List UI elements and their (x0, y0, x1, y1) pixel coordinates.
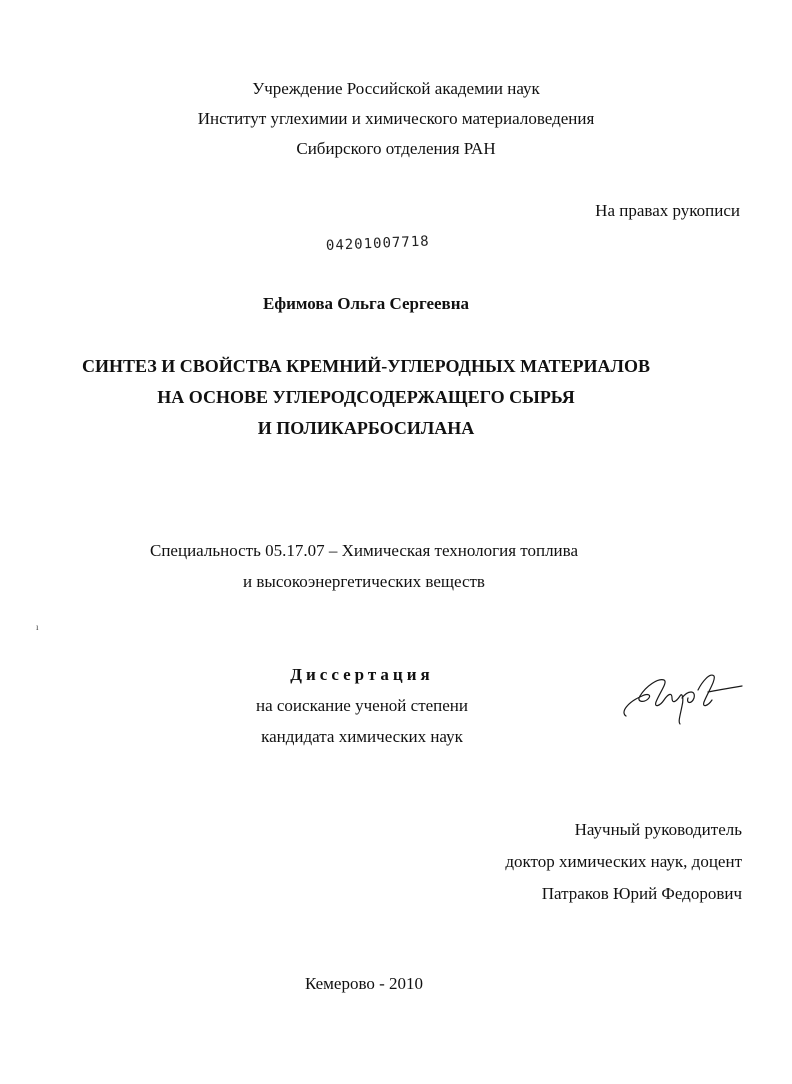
dissertation-line-1: на соискание ученой степени (255, 696, 469, 715)
stray-mark: ı (36, 622, 39, 632)
author-name: Ефимова Ольга Сергеевна (262, 294, 470, 313)
supervisor-name: Патраков Юрий Федорович (541, 884, 742, 903)
title-line-1: СИНТЕЗ И СВОЙСТВА КРЕМНИЙ-УГЛЕРОДНЫХ МАТЕРИАЛОВ (82, 356, 650, 376)
manuscript-note: На правах рукописи (595, 201, 740, 220)
specialty-line-2: и высокоэнергетических веществ (243, 572, 485, 591)
place-and-year: Кемерово - 2010 (304, 974, 424, 993)
title-line-2: НА ОСНОВЕ УГЛЕРОДСОДЕРЖАЩЕГО СЫРЬЯ (157, 387, 575, 407)
dissertation-line-2: кандидата химических наук (261, 727, 463, 746)
institution-line-1: Учреждение Российской академии наук (252, 79, 540, 98)
dissertation-heading: Диссертация (290, 665, 434, 684)
institution-line-2: Институт углехимии и химического материаловедения (197, 109, 595, 128)
registry-number: 04201007718 (325, 233, 430, 254)
institution-line-3: Сибирского отделения РАН (296, 139, 496, 158)
title-line-3: И ПОЛИКАРБОСИЛАНА (257, 418, 475, 438)
supervisor-role: Научный руководитель (574, 820, 742, 839)
supervisor-degree: доктор химических наук, доцент (505, 852, 742, 871)
specialty-line-1: Специальность 05.17.07 – Химическая технология топлива (150, 541, 578, 560)
handwritten-signature (618, 662, 748, 732)
